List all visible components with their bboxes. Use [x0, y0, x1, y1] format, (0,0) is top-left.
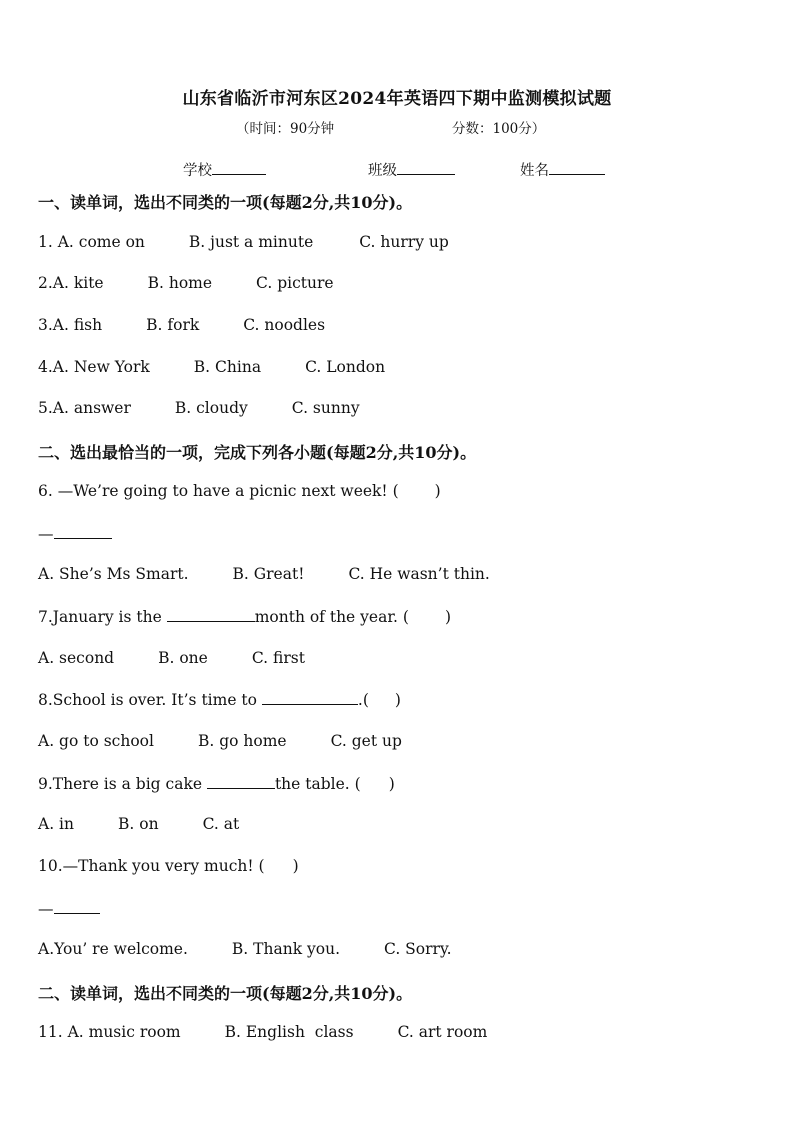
option-b: B. on [118, 815, 159, 833]
question-stem-end: the table. ( [274, 775, 361, 793]
answer-blank [167, 607, 255, 622]
question-10-reply [38, 899, 100, 918]
school-blank [212, 160, 266, 175]
reply-dash: — [38, 900, 54, 918]
option-b: B. fork [146, 316, 200, 334]
question-4 [38, 358, 385, 376]
class-blank [397, 160, 455, 175]
page-title: 山东省临沂市河东区2024年英语四下期中监测模拟试题 [182, 89, 612, 109]
option-a: A. fish [52, 316, 103, 334]
option-a: A. answer [52, 399, 131, 417]
name-label: 姓名 [520, 163, 549, 179]
name-field [520, 159, 605, 180]
question-number: 1. [38, 233, 58, 251]
question-9 [38, 774, 395, 793]
question-stem-end: .( [357, 691, 369, 709]
option-c: C. at [202, 815, 240, 833]
paren-close: ) [444, 608, 452, 626]
option-b: B. Thank you. [231, 940, 341, 958]
paren-close: ) [292, 857, 299, 875]
option-c: C. hurry up [359, 233, 449, 251]
option-b: B. home [147, 274, 213, 292]
question-9-options [38, 815, 239, 833]
question-6-options [38, 565, 490, 583]
school-field [183, 159, 266, 180]
option-a: A. kite [52, 274, 104, 292]
option-b: B. one [158, 649, 208, 667]
option-c: C. sunny [291, 399, 360, 417]
option-b: B. Great! [232, 565, 305, 583]
question-stem-end: month of the year. ( [254, 608, 409, 626]
question-8 [38, 690, 401, 709]
option-a: A. music room [67, 1023, 181, 1041]
option-c: C. Sorry. [384, 940, 452, 958]
paren-close: ) [388, 775, 395, 793]
option-b: B. cloudy [174, 399, 248, 417]
option-a: A. She’s Ms Smart. [38, 565, 189, 583]
option-c: C. London [305, 358, 386, 376]
question-stem: 7.January is the [38, 608, 167, 626]
question-6 [38, 482, 441, 500]
question-3 [38, 316, 325, 334]
option-b: B. go home [197, 732, 287, 750]
name-blank [549, 160, 605, 175]
school-label: 学校 [183, 163, 212, 179]
question-number: 5. [38, 399, 53, 417]
option-c: C. art room [397, 1023, 488, 1041]
question-stem: 10.—Thank you very much! ( [38, 857, 265, 875]
paren-close: ) [434, 482, 441, 500]
answer-blank [207, 774, 275, 789]
question-6-reply [38, 524, 112, 543]
question-number: 3. [38, 316, 53, 334]
question-stem: 9.There is a big cake [38, 775, 207, 793]
question-1 [38, 233, 449, 251]
section-2-heading: 二、选出最恰当的一项，完成下列各小题(每题2分,共10分)。 [38, 443, 477, 462]
class-field [368, 159, 455, 180]
time-info: （时间：90分钟 [236, 121, 335, 137]
question-10 [38, 857, 299, 875]
question-5 [38, 399, 360, 417]
paren-close: ) [394, 691, 401, 709]
option-c: C. picture [256, 274, 334, 292]
option-a: A. go to school [38, 732, 154, 750]
section-1-heading: 一、读单词，选出不同类的一项(每题2分,共10分)。 [38, 193, 413, 212]
option-a: A. New York [52, 358, 150, 376]
option-c: C. get up [330, 732, 402, 750]
option-b: B. English class [224, 1023, 354, 1041]
option-a: A. second [38, 649, 115, 667]
question-8-options [38, 732, 402, 750]
reply-dash: — [38, 525, 54, 543]
option-c: C. noodles [243, 316, 326, 334]
option-b: B. just a minute [188, 233, 314, 251]
question-7-options [38, 649, 305, 667]
option-a: A.You’ re welcome. [38, 940, 188, 958]
question-11 [38, 1023, 487, 1041]
section-3-heading: 二、读单词，选出不同类的一项(每题2分,共10分)。 [38, 984, 413, 1003]
score-info: 分数：100分） [452, 121, 546, 137]
option-c: C. first [251, 649, 305, 667]
class-label: 班级 [368, 163, 397, 179]
question-number: 4. [38, 358, 53, 376]
question-number: 11. [38, 1023, 68, 1041]
question-stem: 6. —We’re going to have a picnic next week! ( [38, 482, 399, 500]
answer-blank [54, 524, 112, 539]
option-a: A. come on [57, 233, 145, 251]
answer-blank [54, 899, 100, 914]
question-7 [38, 607, 451, 626]
option-c: C. He wasn’t thin. [348, 565, 490, 583]
answer-blank [262, 690, 358, 705]
option-a: A. in [38, 815, 74, 833]
question-number: 2. [38, 274, 53, 292]
question-2 [38, 274, 334, 292]
question-stem: 8.School is over. It’s time to [38, 691, 262, 709]
question-10-options [38, 940, 452, 958]
option-b: B. China [193, 358, 262, 376]
